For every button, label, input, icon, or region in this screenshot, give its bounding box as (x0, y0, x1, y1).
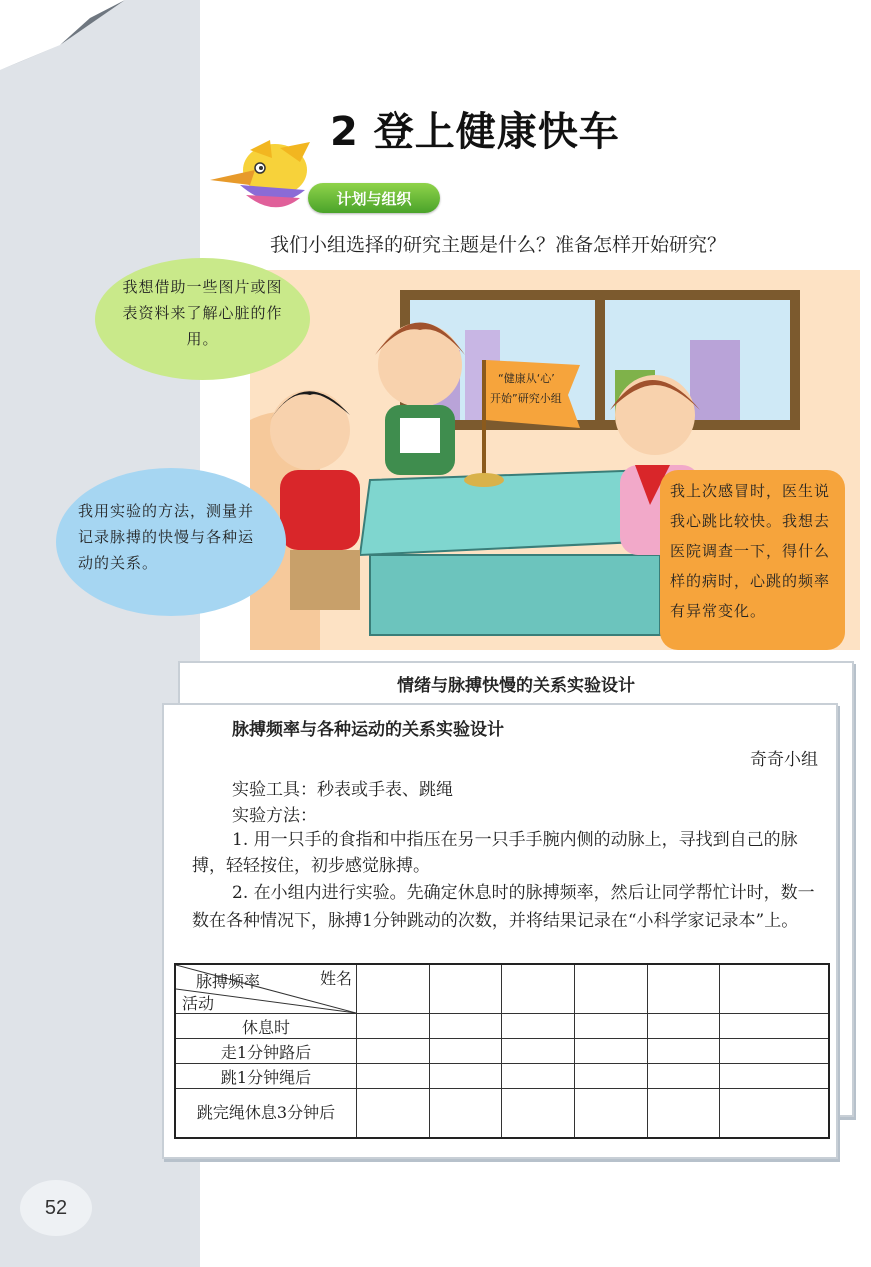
table-diagonal-header (175, 964, 357, 1014)
speech-bubble-blue (56, 468, 286, 616)
table-cell (429, 1064, 502, 1089)
bubble-blue-text: 我用实验的方法，测量并记录脉搏的快慢与各种运动的关系。 (78, 502, 255, 572)
page-number: 52 (20, 1180, 92, 1236)
page-curl-decoration (0, 0, 140, 90)
row-label: 跳1分钟绳后 (175, 1064, 357, 1089)
table-row (175, 1039, 829, 1064)
table-cell (720, 1014, 829, 1039)
table-cell (575, 1039, 648, 1064)
experiment-tools: 实验工具：秒表或手表、跳绳 (232, 780, 453, 800)
table-cell (720, 1039, 829, 1064)
table-cell (647, 1089, 720, 1139)
table-cell (720, 1064, 829, 1089)
speech-bubble-green (95, 258, 310, 380)
table-row (175, 1014, 829, 1039)
speech-bubble-orange (660, 470, 845, 650)
table-cell (647, 1014, 720, 1039)
method-step-2: 2. 在小组内进行实验。先确定休息时的脉搏频率，然后让同学帮忙计时，数一数在各种情况下，脉搏1分钟跳动的次数，并将结果记录在“小科学家记录本”上。 (192, 883, 815, 931)
table-cell (429, 1039, 502, 1064)
emotion-card-title: 情绪与脉搏快慢的关系实验设计 (397, 676, 635, 696)
row-label: 走1分钟路后 (175, 1039, 357, 1064)
table-cell (357, 1039, 430, 1064)
research-question: 我们小组选择的研究主题是什么？准备怎样开始研究？ (270, 234, 727, 256)
table-cell (720, 1089, 829, 1139)
exercise-card-title: 脉搏频率与各种运动的关系实验设计 (232, 720, 504, 740)
bubble-orange-text: 我上次感冒时，医生说我心跳比较快。我想去医院调查一下，得什么样的病时，心跳的频率有异常变化。 (670, 482, 831, 620)
table-cell (502, 1014, 575, 1039)
table-cell (357, 1014, 430, 1039)
table-cell (575, 1064, 648, 1089)
table-row (175, 1064, 829, 1089)
bubble-green-text: 我想借助一些图片或图表资料来了解心脏的作用。 (122, 278, 283, 348)
table-cell (502, 964, 575, 1014)
table-cell (502, 1064, 575, 1089)
table-cell (429, 1089, 502, 1139)
table-cell (575, 1089, 648, 1139)
table-cell (502, 1089, 575, 1139)
svg-text:“健康从‘心’: “健康从‘心’ (498, 372, 555, 385)
table-cell (429, 1014, 502, 1039)
header-activity: 活动 (182, 994, 215, 1013)
table-cell (357, 964, 430, 1014)
method-step-1: 1. 用一只手的食指和中指压在另一只手手腕内侧的动脉上，寻找到自己的脉搏，轻轻按住，初步感觉脉搏。 (192, 830, 798, 876)
table-cell (357, 1064, 430, 1089)
table-cell (575, 1014, 648, 1039)
lesson-title: 2 登上健康快车 (330, 109, 620, 155)
pulse-record-table (174, 963, 830, 1139)
table-cell (647, 964, 720, 1014)
method-label: 实验方法： (232, 806, 317, 826)
table-cell (647, 1064, 720, 1089)
table-cell (720, 964, 829, 1014)
header-rate: 脉搏频率 (196, 972, 261, 991)
group-name: 奇奇小组 (750, 750, 818, 770)
svg-text:开始”研究小组: 开始”研究小组 (490, 392, 562, 405)
plan-organize-badge: 计划与组织 (308, 183, 440, 213)
table-cell (429, 964, 502, 1014)
row-label: 跳完绳休息3分钟后 (175, 1089, 357, 1139)
table-header-row (175, 964, 829, 1014)
table-cell (502, 1039, 575, 1064)
row-label: 休息时 (175, 1014, 357, 1039)
table-cell (647, 1039, 720, 1064)
header-name: 姓名 (319, 969, 352, 988)
table-row (175, 1089, 829, 1139)
exercise-experiment-card (162, 703, 838, 1159)
table-cell (357, 1089, 430, 1139)
table-cell (575, 964, 648, 1014)
